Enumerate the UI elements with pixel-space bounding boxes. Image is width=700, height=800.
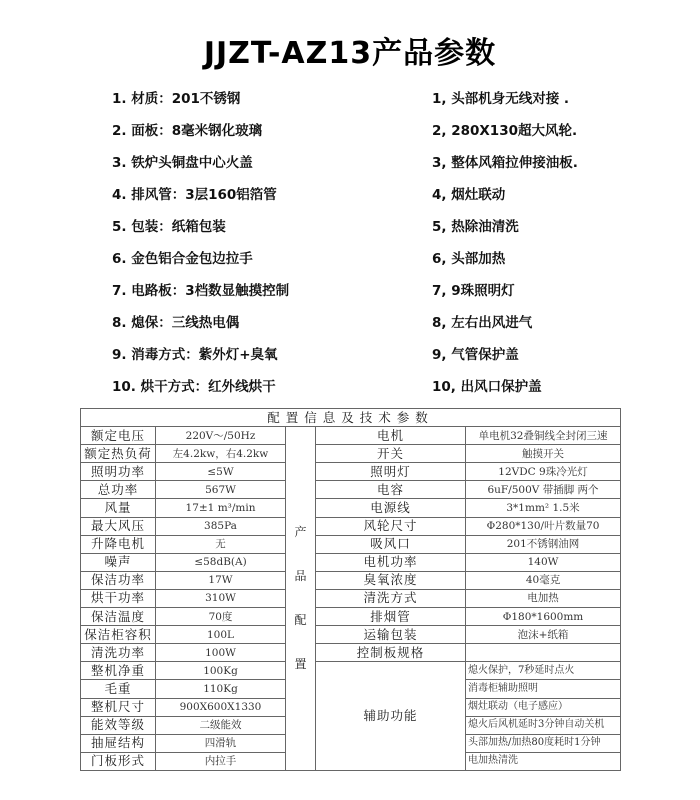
spec-label: 抽屉结构 <box>81 734 156 752</box>
table-row <box>81 463 621 481</box>
feature-item: 1, 头部机身无线对接 . <box>432 91 570 107</box>
feature-column-right <box>432 86 692 406</box>
feature-item: 5. 包装：纸箱包装 <box>112 219 226 235</box>
table-row <box>81 517 621 535</box>
feature-item: 10. 烘干方式：红外线烘干 <box>112 379 276 395</box>
spec-label: 照明灯 <box>316 463 466 481</box>
spec-label: 总功率 <box>81 481 156 499</box>
spec-label: 额定电压 <box>81 427 156 445</box>
spec-value: 6uF/500V 带插脚 两个 <box>466 481 621 499</box>
spec-value: 220V～/50Hz <box>156 427 286 445</box>
spec-value: 40毫克 <box>466 571 621 589</box>
spec-value: 110Kg <box>156 680 286 698</box>
spec-label: 额定热负荷 <box>81 445 156 463</box>
feature-item: 8, 左右出风进气 <box>432 315 533 331</box>
feature-item: 6. 金色铝合金包边拉手 <box>112 251 253 267</box>
spec-label: 臭氧浓度 <box>316 571 466 589</box>
side-label <box>286 427 316 771</box>
side-label-char: 配 <box>294 613 307 628</box>
feature-item: 2, 280X130超大风轮. <box>432 123 578 139</box>
spec-value: 70度 <box>156 608 286 626</box>
aux-function-value: 电加热清洗 <box>466 752 621 770</box>
aux-function-label: 辅助功能 <box>316 662 466 771</box>
feature-item: 4, 烟灶联动 <box>432 187 506 203</box>
spec-value: 12VDC 9珠冷光灯 <box>466 463 621 481</box>
feature-item: 4. 排风管：3层160铝箔管 <box>112 187 277 203</box>
spec-value: 140W <box>466 553 621 571</box>
spec-value: 3*1mm² 1.5米 <box>466 499 621 517</box>
aux-function-value: 烟灶联动（电子感应） <box>466 698 621 716</box>
spec-value: 17±1 m³/min <box>156 499 286 517</box>
table-row <box>81 589 621 607</box>
side-label-char: 产 <box>294 525 307 540</box>
spec-label: 保洁功率 <box>81 571 156 589</box>
feature-item: 9, 气管保护盖 <box>432 347 519 363</box>
spec-label: 能效等级 <box>81 716 156 734</box>
table-row <box>81 553 621 571</box>
spec-value: Φ280*130/叶片数量70 <box>466 517 621 535</box>
spec-label: 清洗方式 <box>316 589 466 607</box>
feature-column-left <box>112 86 412 406</box>
spec-label: 门板形式 <box>81 752 156 770</box>
table-row <box>81 608 621 626</box>
feature-item: 5, 热除油清洗 <box>432 219 519 235</box>
feature-item: 2. 面板：8毫米钢化玻璃 <box>112 123 263 139</box>
aux-function-value: 头部加热/加热80度耗时1分钟 <box>466 734 621 752</box>
table-row <box>81 427 621 445</box>
spec-value: 310W <box>156 589 286 607</box>
spec-value: 100Kg <box>156 662 286 680</box>
spec-label: 控制板规格 <box>316 644 466 662</box>
feature-item: 8. 熄保：三线热电偶 <box>112 315 240 331</box>
spec-value: 泡沫+纸箱 <box>466 626 621 644</box>
table-row <box>81 571 621 589</box>
spec-value: 无 <box>156 535 286 553</box>
spec-value: 385Pa <box>156 517 286 535</box>
feature-list <box>0 86 700 396</box>
spec-value: 100W <box>156 644 286 662</box>
feature-item: 7, 9珠照明灯 <box>432 283 515 299</box>
spec-label: 最大风压 <box>81 517 156 535</box>
spec-label: 风量 <box>81 499 156 517</box>
spec-label: 运输包装 <box>316 626 466 644</box>
feature-item: 10, 出风口保护盖 <box>432 379 542 395</box>
spec-label: 保洁柜容积 <box>81 626 156 644</box>
spec-value: 567W <box>156 481 286 499</box>
side-label-char: 置 <box>294 657 307 672</box>
spec-value: 四滑轨 <box>156 734 286 752</box>
spec-label: 整机净重 <box>81 662 156 680</box>
table-row <box>81 445 621 463</box>
feature-item: 6, 头部加热 <box>432 251 506 267</box>
feature-item: 1. 材质：201不锈钢 <box>112 91 241 107</box>
spec-label: 升降电机 <box>81 535 156 553</box>
spec-value: 二级能效 <box>156 716 286 734</box>
table-row <box>81 481 621 499</box>
spec-value: Φ180*1600mm <box>466 608 621 626</box>
table-header: 配置信息及技术参数 <box>81 409 621 427</box>
aux-function-value: 熄火保护，7秒延时点火 <box>466 662 621 680</box>
spec-label: 电容 <box>316 481 466 499</box>
feature-item: 7. 电路板：3档数显触摸控制 <box>112 283 290 299</box>
spec-value: 201不锈钢油网 <box>466 535 621 553</box>
table-row <box>81 644 621 662</box>
spec-table <box>80 408 621 771</box>
spec-label: 电机功率 <box>316 553 466 571</box>
spec-label: 噪声 <box>81 553 156 571</box>
aux-function-value: 消毒柜辅助照明 <box>466 680 621 698</box>
spec-label: 保洁温度 <box>81 608 156 626</box>
spec-value: 电加热 <box>466 589 621 607</box>
spec-label: 风轮尺寸 <box>316 517 466 535</box>
spec-value: 17W <box>156 571 286 589</box>
spec-value: 900X600X1330 <box>156 698 286 716</box>
spec-label: 整机尺寸 <box>81 698 156 716</box>
spec-value: 单电机32叠铜线全封闭三速 <box>466 427 621 445</box>
feature-item: 3, 整体风箱拉伸接油板. <box>432 155 578 171</box>
table-row <box>81 535 621 553</box>
spec-label: 电源线 <box>316 499 466 517</box>
table-row <box>81 626 621 644</box>
side-label-char: 品 <box>294 569 307 584</box>
spec-label: 清洗功率 <box>81 644 156 662</box>
page-title: JJZT-AZ13产品参数 <box>203 36 497 71</box>
spec-value: ≤5W <box>156 463 286 481</box>
feature-item: 3. 铁炉头铜盘中心火盖 <box>112 155 253 171</box>
spec-label: 排烟管 <box>316 608 466 626</box>
spec-value: ≤58dB(A) <box>156 553 286 571</box>
spec-label: 开关 <box>316 445 466 463</box>
spec-label: 烘干功率 <box>81 589 156 607</box>
spec-value <box>466 644 621 662</box>
spec-label: 毛重 <box>81 680 156 698</box>
aux-function-value: 熄火后风机延时3分钟自动关机 <box>466 716 621 734</box>
table-row <box>81 662 621 680</box>
spec-value: 100L <box>156 626 286 644</box>
table-row <box>81 499 621 517</box>
spec-value: 左4.2kw，右4.2kw <box>156 445 286 463</box>
feature-item: 9. 消毒方式：紫外灯+臭氧 <box>112 347 278 363</box>
spec-label: 吸风口 <box>316 535 466 553</box>
spec-label: 电机 <box>316 427 466 445</box>
spec-value: 内拉手 <box>156 752 286 770</box>
spec-value: 触摸开关 <box>466 445 621 463</box>
spec-label: 照明功率 <box>81 463 156 481</box>
